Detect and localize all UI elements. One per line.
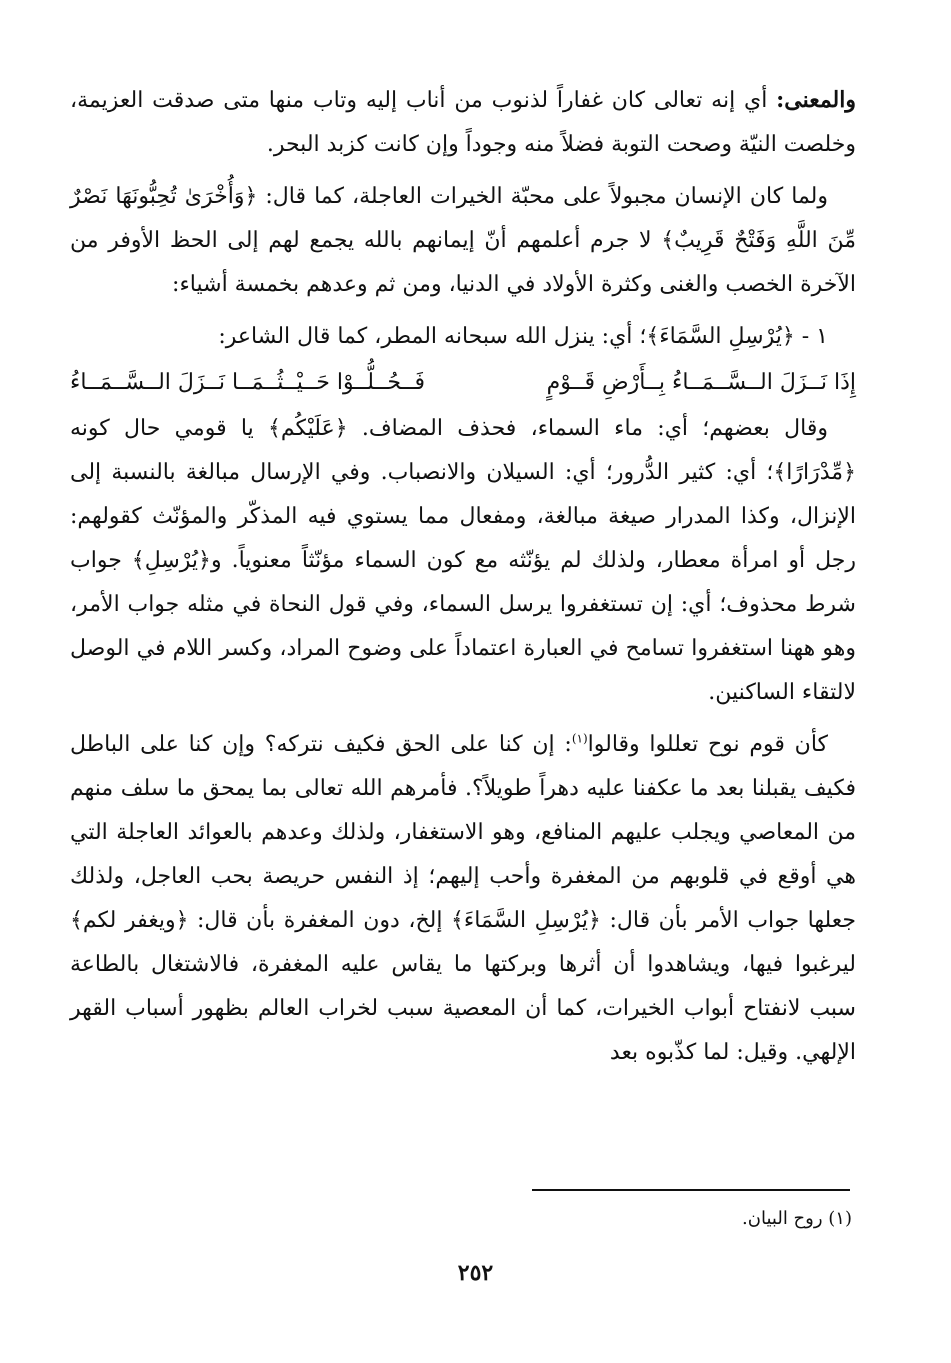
paragraph-1-text: أي إنه تعالى كان غفاراً لذنوب من أناب إليه وتاب منها متى صدقت العزيمة، وخلصت النيّة وصحت التوبة فضلاً منه وجوداً وإن كانت كزبد البحر. [70, 88, 856, 157]
verse-first-hemistich: إِذَا نَــزَلَ الــسَّــمَــاءُ بِــأَرْضِ قَــوْمٍ [546, 370, 856, 395]
poetry-verse [70, 361, 856, 405]
paragraph-1 [70, 78, 856, 167]
page-body [70, 78, 856, 1075]
page-number: ٢٥٢ [457, 1260, 494, 1286]
term-meaning: والمعنى: [776, 87, 856, 113]
paragraph-4: وقال بعضهم؛ أي: ماء السماء، فحذف المضاف. ﴿عَلَيْكُم﴾ يا قومي حال كونه ﴿مِّدْرَارًا﴾؛ أي: كثير الدُّرور؛ أي: السيلان والانصباب. وفي الإرسال مبالغة بالنسبة إلى الإنزال، وكذا المدرار صيغة مبالغة، ومفعال مما يستوي فيه المذكّر والمؤنّث كقولهم: رجل أو امرأة معطار، ولذلك لم يؤنّثه مع كون السماء مؤنّثاً معنوياً. و﴿يُرْسِلِ﴾ جواب شرط محذوف؛ أي: إن تستغفروا يرسل السماء، وفي قول النحاة في مثله جواب الأمر، وهو ههنا استغفروا تسامح في العبارة اعتماداً على وضوح المراد، وكسر اللام في الوصل لالتقاء الساكنين. [70, 416, 856, 705]
paragraph-3: ١ - ﴿يُرْسِلِ السَّمَاءَ﴾؛ أي: ينزل الله سبحانه المطر، كما قال الشاعر: [218, 324, 828, 349]
footnote: (١) روح البيان. [742, 1208, 852, 1229]
paragraph-5-start: كأن قوم نوح تعللوا وقالوا [587, 732, 828, 757]
footnote-reference: (١) [571, 731, 588, 746]
paragraph-5 [70, 723, 856, 1075]
footnote-divider [532, 1189, 850, 1191]
paragraph-2: ولما كان الإنسان مجبولاً على محبّة الخيرات العاجلة، كما قال: ﴿وَأُخْرَىٰ تُحِبُّونَهَا نَصْرٌ مِّنَ اللَّهِ وَفَتْحٌ قَرِيبٌ﴾ لا جرم أعلمهم أنّ إيمانهم بالله يجمع لهم إلى الحظ الأوفر من الآخرة الخصب والغنى وكثرة الأولاد في الدنيا، ومن ثم وعدهم بخمسة أشياء: [70, 184, 856, 297]
verse-second-hemistich: فَــحُــلُّــوْا حَــيْــثُــمَــا نَــزَلَ الــسَّــمَــاءُ [70, 370, 426, 395]
paragraph-5-text: : إن كنا على الحق فكيف نتركه؟ وإن كنا على الباطل فكيف يقبلنا بعد ما عكفنا عليه دهراً طويلاً؟. فأمرهم الله تعالى بما يمحق ما سلف منهم من المعاصي ويجلب عليهم المنافع، وهو الاستغفار، ولذلك وعدهم بالعوائد العاجلة التي هي أوقع في قلوبهم من المغفرة وأحب إليهم؛ إذ النفس حريصة بحب العاجل، ولذلك جعلها جواب الأمر بأن قال: ﴿يُرْسِلِ السَّمَاءَ﴾ إلخ، دون المغفرة بأن قال: ﴿ويغفر لكم﴾ ليرغبوا فيها، ويشاهدوا أن أثرها وبركتها ما يقاس عليه المغفرة، فالاشتغال بالطاعة سبب لانفتاح أبواب الخيرات، كما أن المعصية سبب لخراب العالم بظهور أسباب القهر الإلهي. وقيل: لما كذّبوه بعد [70, 732, 856, 1065]
